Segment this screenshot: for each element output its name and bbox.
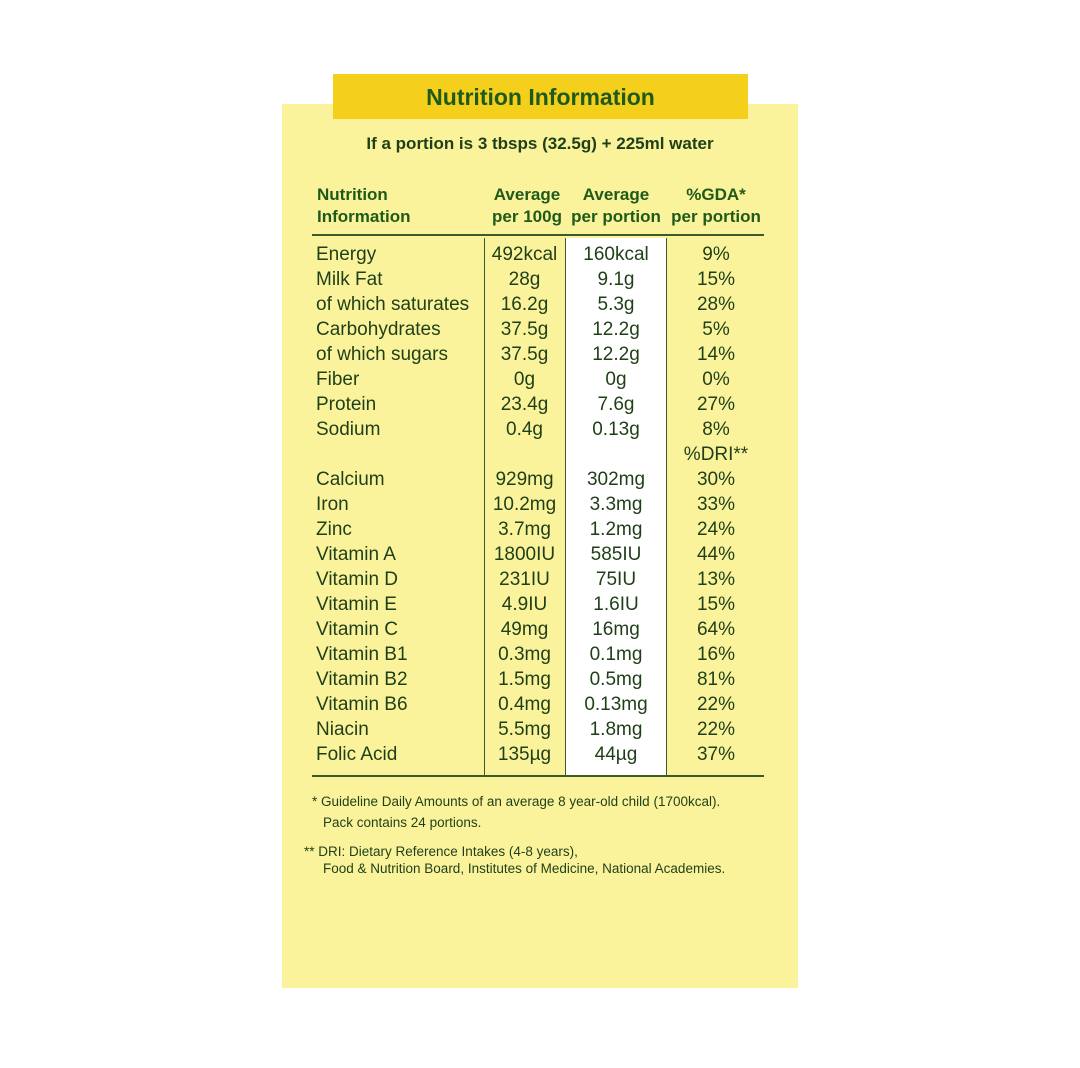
value-percent: 44% [696, 544, 736, 565]
table-row [316, 442, 766, 467]
value-per-portion: 0.13mg [584, 694, 648, 715]
header-gda [666, 184, 766, 228]
header-per-100g [480, 184, 574, 228]
value-percent: 33% [696, 494, 736, 515]
value-per-100g: 0.3mg [498, 644, 551, 665]
value-per-100g: 10.2mg [492, 494, 557, 515]
value-per-100g: 1.5mg [498, 669, 551, 690]
value-per-100g: 0g [513, 369, 536, 390]
nutrient-name: Vitamin A [316, 544, 396, 565]
nutrient-name: Milk Fat [316, 269, 383, 290]
table-row [316, 492, 766, 517]
header-col2-line1: Average [493, 185, 561, 204]
value-per-100g: 929mg [495, 469, 554, 490]
value-per-portion: 0.5mg [589, 669, 643, 690]
value-per-100g: 28g [508, 269, 541, 290]
table-row [316, 267, 766, 292]
nutrient-name: Folic Acid [316, 744, 398, 765]
nutrient-name: Vitamin B6 [316, 694, 408, 715]
value-percent: 37% [696, 744, 736, 765]
table-row [316, 717, 766, 742]
value-per-portion: 44µg [594, 744, 638, 765]
nutrient-name: Protein [316, 394, 377, 415]
nutrient-name: Sodium [316, 419, 381, 440]
value-per-portion: 0g [605, 369, 627, 390]
value-per-portion: 0.1mg [589, 644, 643, 665]
table-row [316, 667, 766, 692]
value-per-100g: 37.5g [500, 319, 549, 340]
nutrient-name: Vitamin B2 [316, 669, 408, 690]
value-percent: 5% [702, 319, 730, 340]
value-per-portion: 5.3g [597, 294, 635, 315]
value-per-100g: 49mg [500, 619, 549, 640]
nutrient-name: Zinc [316, 519, 352, 540]
nutrient-name: Vitamin D [316, 569, 399, 590]
value-per-100g: 231IU [499, 569, 550, 590]
table-row [316, 692, 766, 717]
value-percent: 24% [696, 519, 736, 540]
portion-subtitle: If a portion is 3 tbsps (32.5g) + 225ml water [366, 134, 714, 153]
value-per-100g: 23.4g [500, 394, 549, 415]
table-row [316, 467, 766, 492]
value-percent: 13% [696, 569, 736, 590]
value-per-portion: 160kcal [583, 244, 649, 265]
label-title: Nutrition Information [426, 84, 655, 110]
nutrient-name: Vitamin E [316, 594, 397, 615]
value-per-portion: 75IU [595, 569, 637, 590]
value-per-portion: 3.3mg [589, 494, 643, 515]
value-per-100g: 3.7mg [498, 519, 551, 540]
value-percent: 15% [696, 269, 736, 290]
table-row [316, 292, 766, 317]
nutrient-name: Fiber [316, 369, 360, 390]
table-row [316, 542, 766, 567]
nutrient-name: Energy [316, 244, 377, 265]
value-percent: %DRI** [683, 444, 749, 465]
table-row [316, 642, 766, 667]
table-row [316, 592, 766, 617]
value-per-100g: 37.5g [500, 344, 549, 365]
nutrient-name: Iron [316, 494, 349, 515]
value-percent: 28% [696, 294, 736, 315]
header-col3-line2: per portion [571, 207, 661, 226]
value-percent: 81% [696, 669, 736, 690]
value-per-100g: 5.5mg [498, 719, 551, 740]
value-per-portion: 9.1g [597, 269, 635, 290]
nutrient-name: Carbohydrates [316, 319, 441, 340]
nutrient-name: Vitamin B1 [316, 644, 408, 665]
value-percent: 22% [696, 694, 736, 715]
table-row [316, 617, 766, 642]
table-row [316, 367, 766, 392]
value-percent: 0% [702, 369, 730, 390]
table-row [316, 567, 766, 592]
header-col1-line2: Information [317, 207, 411, 226]
value-percent: 64% [696, 619, 736, 640]
value-percent: 22% [696, 719, 736, 740]
nutrient-name: Calcium [316, 469, 385, 490]
dri-footnote-line1: ** DRI: Dietary Reference Intakes (4-8 years), [304, 844, 578, 859]
value-per-portion: 1.2mg [589, 519, 643, 540]
nutrient-name: of which sugars [316, 344, 449, 365]
value-per-100g: 4.9IU [501, 594, 548, 615]
value-per-portion: 12.2g [592, 344, 640, 365]
table-bottom-rule [312, 775, 764, 777]
table-row [316, 317, 766, 342]
value-percent: 14% [696, 344, 736, 365]
header-nutrition-information [317, 184, 411, 228]
value-per-portion: 302mg [586, 469, 646, 490]
nutrient-name: Niacin [316, 719, 369, 740]
value-percent: 16% [696, 644, 736, 665]
value-per-100g: 492kcal [491, 244, 558, 265]
nutrient-name: of which saturates [316, 294, 470, 315]
value-per-100g: 16.2g [500, 294, 549, 315]
value-per-100g: 0.4g [506, 419, 543, 440]
gda-footnote-line2: Pack contains 24 portions. [323, 815, 482, 830]
value-percent: 8% [702, 419, 730, 440]
nutrient-name: Vitamin C [316, 619, 399, 640]
value-percent: 27% [696, 394, 736, 415]
value-per-portion: 12.2g [592, 319, 640, 340]
value-per-100g: 135µg [497, 744, 552, 765]
header-col1-line1: Nutrition [317, 185, 388, 204]
nutrient-table [316, 242, 766, 767]
header-col4-line2: per portion [671, 207, 761, 226]
table-row [316, 242, 766, 267]
value-percent: 30% [696, 469, 736, 490]
header-col4-line1: %GDA* [686, 185, 746, 204]
header-col2-line2: per 100g [492, 207, 562, 226]
table-row [316, 742, 766, 767]
dri-footnote-line2: Food & Nutrition Board, Institutes of Medicine, National Academies. [323, 861, 726, 876]
value-per-portion: 1.6IU [593, 594, 639, 615]
table-row [316, 392, 766, 417]
value-per-100g: 1800IU [493, 544, 556, 565]
gda-footnote-line1: * Guideline Daily Amounts of an average 8 year-old child (1700kcal). [312, 794, 721, 809]
header-per-portion [566, 184, 666, 228]
value-per-portion: 16mg [592, 619, 640, 640]
table-row [316, 517, 766, 542]
header-rule [312, 234, 764, 236]
value-per-portion: 7.6g [597, 394, 635, 415]
table-row [316, 417, 766, 442]
value-percent: 15% [696, 594, 736, 615]
value-per-portion: 585IU [590, 544, 642, 565]
header-col3-line1: Average [582, 185, 650, 204]
value-per-portion: 1.8mg [589, 719, 643, 740]
value-per-100g: 0.4mg [498, 694, 551, 715]
value-per-portion: 0.13g [592, 419, 640, 440]
table-row [316, 342, 766, 367]
value-percent: 9% [702, 244, 730, 265]
